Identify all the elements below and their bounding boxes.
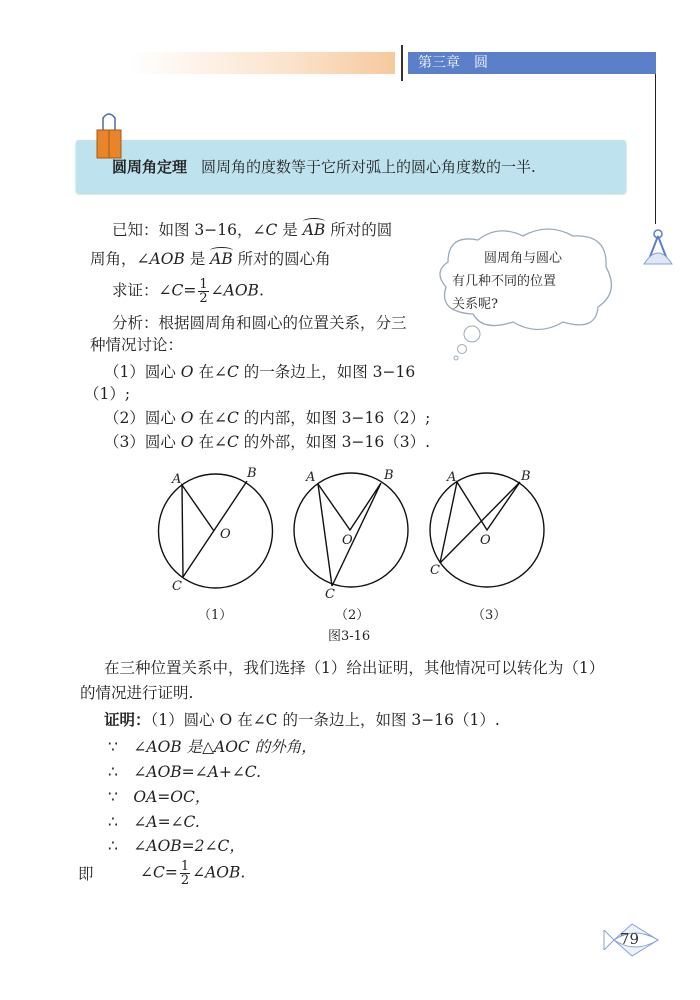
point-a-2: A xyxy=(306,470,316,485)
point-b-1: B xyxy=(247,466,257,481)
analysis-line-1: 分析：根据圆周角和圆心的位置关系，分三 xyxy=(112,314,407,332)
theorem-title: 圆周角定理 xyxy=(112,158,188,176)
cloud-line-2: 有几种不同的位置 xyxy=(452,274,557,289)
proof-conclusion-label: 即 xyxy=(78,865,94,883)
case-1-cont: （1）; xyxy=(84,385,131,403)
subfigure-label-3: （3） xyxy=(472,608,507,623)
figure-caption: 图3-16 xyxy=(328,629,371,644)
point-o-1: O xyxy=(220,527,231,542)
point-o-3: O xyxy=(480,533,491,548)
point-c-3: C xyxy=(430,563,440,578)
page-number: 79 xyxy=(620,930,640,948)
prove-line: 求证：∠C= $\frac{1}{2}$ ∠AOB. xyxy=(112,277,264,306)
chapter-title: 第三章 圆 xyxy=(408,52,656,74)
point-c-2: C xyxy=(325,587,335,602)
point-o-2: O xyxy=(342,533,353,548)
figure-1-diagram xyxy=(159,474,273,588)
theorem-text: 圆周角的度数等于它所对弧上的圆心角度数的一半. xyxy=(201,158,536,176)
proof-step-5: ∴ ∠AOB=2∠C， xyxy=(108,837,245,855)
figure-2-diagram xyxy=(294,473,408,587)
subfigure-label-2: （2） xyxy=(335,608,370,623)
proof-step-4: ∴ ∠A=∠C. xyxy=(108,813,200,831)
case-3: （3）圆心 O 在∠C 的外部，如图 3−16（3）. xyxy=(104,433,431,451)
proof-intro-1: 在三种位置关系中，我们选择（1）给出证明，其他情况可以转化为（1） xyxy=(104,659,605,677)
proof-conclusion: ∠C= $\frac{1}{2}$ ∠AOB. xyxy=(140,859,246,888)
given-line-2: 周角，∠AOB 是 AB 所对的圆心角 xyxy=(90,250,331,268)
cloud-line-3: 关系呢? xyxy=(452,297,498,312)
point-b-3: B xyxy=(521,469,531,484)
proof-step-3: ∵ OA=OC， xyxy=(108,788,211,806)
figure-3-diagram xyxy=(430,473,544,587)
proof-step-2: ∴ ∠AOB=∠A+∠C. xyxy=(108,763,262,781)
point-b-2: B xyxy=(384,468,394,483)
proof-heading: 证明：（1）圆心 O 在∠C 的一条边上，如图 3−16（1）. xyxy=(104,711,500,729)
case-1: （1）圆心 O 在∠C 的一条边上，如图 3−16 xyxy=(104,363,416,381)
given-line-1: 已知：如图 3−16，∠C 是 AB 所对的圆 xyxy=(112,221,393,239)
arc-ab: AB xyxy=(302,221,326,239)
proof-intro-2: 的情况进行证明. xyxy=(80,684,194,702)
proof-step-1: ∵ ∠AOB 是△AOC 的外角， xyxy=(108,738,317,756)
subfigure-label-1: （1） xyxy=(198,608,233,623)
point-c-1: C xyxy=(172,579,182,594)
case-2: （2）圆心 O 在∠C 的内部，如图 3−16（2）; xyxy=(104,409,431,427)
point-a-3: A xyxy=(447,470,457,485)
analysis-line-2: 种情况讨论： xyxy=(90,336,184,354)
point-a-1: A xyxy=(172,472,182,487)
cloud-line-1: 圆周角与圆心 xyxy=(484,251,563,266)
